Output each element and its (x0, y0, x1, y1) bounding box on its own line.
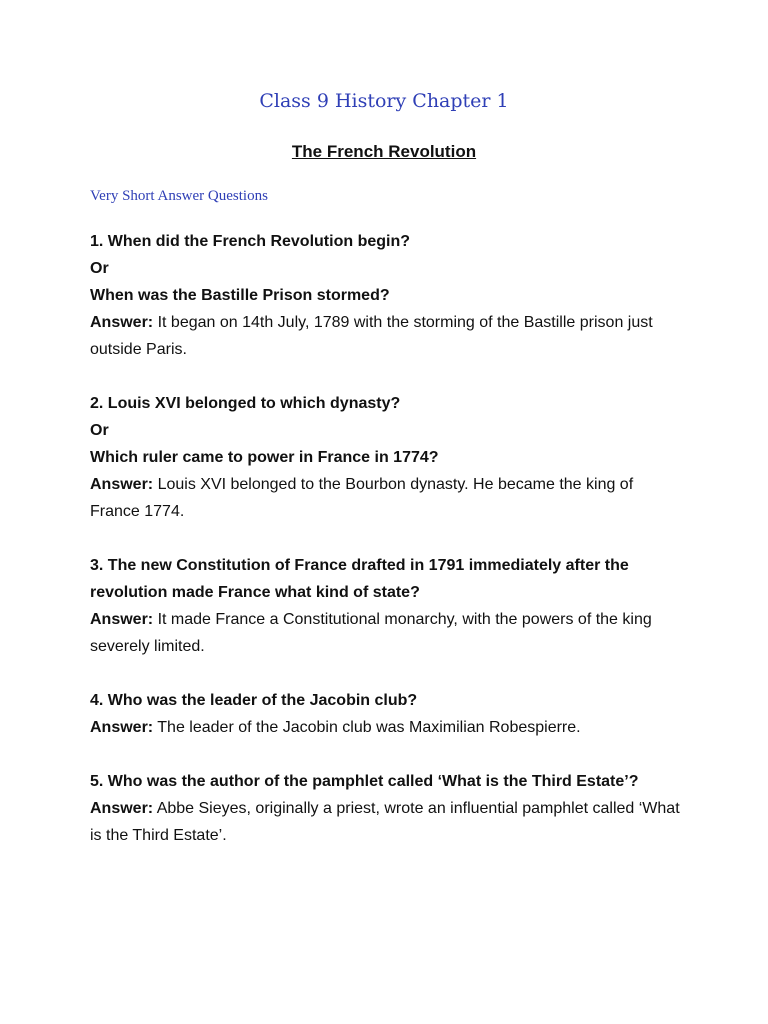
qa-item-4 (90, 687, 680, 741)
answer-text: The leader of the Jacobin club was Maximilian Robespierre. (157, 719, 581, 736)
answer-text: Louis XVI belonged to the Bourbon dynasty. He became the king of France 1774. (90, 476, 634, 520)
qa-item-2 (90, 390, 680, 525)
answer (90, 714, 680, 741)
answer-text: Abbe Sieyes, originally a priest, wrote an influential pamphlet called ‘What is the Third Estate’. (90, 800, 680, 844)
question-or: Or (90, 422, 109, 439)
document-title: Class 9 History Chapter 1 (259, 90, 509, 112)
question-line: 4. Who was the leader of the Jacobin club? (90, 692, 418, 709)
question-line: 3. The new Constitution of France drafted in 1791 immediately after the revolution made France what kind of state? (90, 557, 629, 601)
question-line: When was the Bastille Prison stormed? (90, 287, 390, 304)
answer-label: Answer: (90, 800, 154, 817)
answer (90, 606, 680, 660)
section-heading: Very Short Answer Questions (90, 188, 268, 204)
question-line: Which ruler came to power in France in 1774? (90, 449, 439, 466)
answer-label: Answer: (90, 719, 154, 736)
question-line: 2. Louis XVI belonged to which dynasty? (90, 395, 401, 412)
answer-label: Answer: (90, 611, 154, 628)
answer-text: It made France a Constitutional monarchy, with the powers of the king severely limited. (90, 611, 652, 655)
qa-list (90, 228, 680, 876)
answer (90, 471, 680, 525)
question-or: Or (90, 260, 109, 277)
question-line: 1. When did the French Revolution begin? (90, 233, 410, 250)
qa-item-1 (90, 228, 680, 363)
document-subtitle: The French Revolution (291, 142, 477, 161)
answer (90, 309, 680, 363)
question-line: 5. Who was the author of the pamphlet called ‘What is the Third Estate’? (90, 773, 639, 790)
answer-label: Answer: (90, 476, 154, 493)
answer-text: It began on 14th July, 1789 with the storming of the Bastille prison just outside Paris. (90, 314, 653, 358)
answer (90, 795, 680, 849)
qa-item-3 (90, 552, 680, 660)
qa-item-5 (90, 768, 680, 849)
answer-label: Answer: (90, 314, 154, 331)
